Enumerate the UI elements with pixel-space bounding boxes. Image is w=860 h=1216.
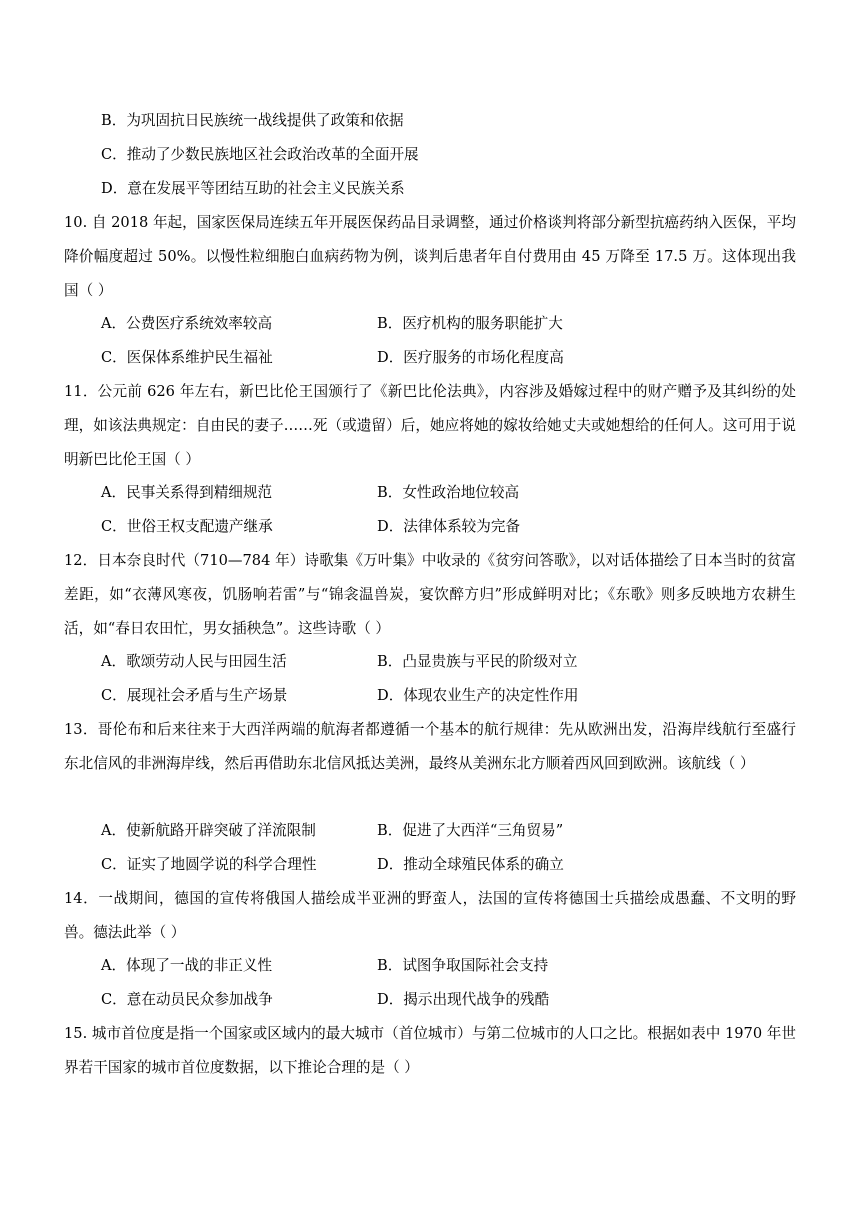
q13-option-c: C．证实了地圆学说的科学合理性 (101, 856, 317, 873)
q12-option-d: D．体现农业生产的决定性作用 (377, 687, 579, 704)
q13-option-d: D．推动全球殖民体系的确立 (377, 856, 564, 873)
q14-option-b: B．试图争取国际社会支持 (377, 957, 549, 974)
q12-option-b: B．凸显贵族与平民的阶级对立 (377, 653, 578, 670)
q14-stem: 14．一战期间，德国的宣传将俄国人描绘成半亚洲的野蛮人，法国的宣传将德国士兵描绘成愚蠢、不文明的野兽。德法此举（ ） (64, 890, 796, 941)
q14-option-d: D．揭示出现代战争的残酷 (377, 991, 550, 1008)
q15-stem: 15. 城市首位度是指一个国家或区域内的最大城市（首位城市）与第二位城市的人口之比。根据如表中 1970 年世界若干国家的城市首位度数据，以下推论合理的是（ ） (64, 1025, 796, 1076)
q13-option-b: B．促进了大西洋“三角贸易” (377, 822, 564, 839)
q9-option-b: B．为巩固抗日民族统一战线提供了政策和依据 (101, 112, 404, 129)
q14-option-c: C．意在动员民众参加战争 (101, 991, 273, 1008)
q11-option-d: D．法律体系较为完备 (377, 518, 521, 535)
q14-option-a: A．体现了一战的非正义性 (101, 957, 273, 974)
q9-option-d: D．意在发展平等团结互助的社会主义民族关系 (101, 180, 405, 197)
q13-option-a: A．使新航路开辟突破了洋流限制 (101, 822, 316, 839)
q10-option-a: A．公费医疗系统效率较高 (101, 315, 273, 332)
q11-option-a: A．民事关系得到精细规范 (101, 484, 273, 501)
q12-stem: 12．日本奈良时代（710—784 年）诗歌集《万叶集》中收录的《贫穷问答歌》，以对话体描绘了日本当时的贫富差距，如“衣薄风寒夜，饥肠响若雷”与“锦衾温兽炭，宴饮醉方归”形成鲜明对比；《东歌》则多反映地方农耕生活，如“春日农田忙，男女插秧急”。这些诗歌（ ） (64, 552, 796, 637)
q11-option-c: C．世俗王权支配遗产继承 (101, 518, 273, 535)
q9-option-c: C．推动了少数民族地区社会政治改革的全面开展 (101, 146, 419, 163)
q12-option-a: A．歌颂劳动人民与田园生活 (101, 653, 287, 670)
q10-option-d: D．医疗服务的市场化程度高 (377, 349, 564, 366)
q12-option-c: C．展现社会矛盾与生产场景 (101, 687, 288, 704)
q10-stem: 10. 自 2018 年起，国家医保局连续五年开展医保药品目录调整，通过价格谈判将部分新型抗癌药纳入医保，平均降价幅度超过 50%。以慢性粒细胞白血病药物为例，谈判后患者年自付费用由 45 万降至 17.5 万。这体现出我国（ ） (64, 214, 796, 299)
q13-stem: 13．哥伦布和后来往来于大西洋两端的航海者都遵循一个基本的航行规律：先从欧洲出发，沿海岸线航行至盛行东北信风的非洲海岸线，然后再借助东北信风抵达美洲，最终从美洲东北方顺着西风回到欧洲。该航线（ ） (64, 721, 796, 772)
q11-option-b: B．女性政治地位较高 (377, 484, 520, 501)
q10-option-c: C．医保体系维护民生福祉 (101, 349, 273, 366)
q11-stem: 11．公元前 626 年左右，新巴比伦王国颁行了《新巴比伦法典》，内容涉及婚嫁过程中的财产赠予及其纠纷的处理，如该法典规定：自由民的妻子……死（或遗留）后，她应将她的嫁妆给她丈夫或她想给的任何人。这可用于说明新巴比伦王国（ ） (64, 383, 796, 468)
q10-option-b: B．医疗机构的服务职能扩大 (377, 315, 563, 332)
